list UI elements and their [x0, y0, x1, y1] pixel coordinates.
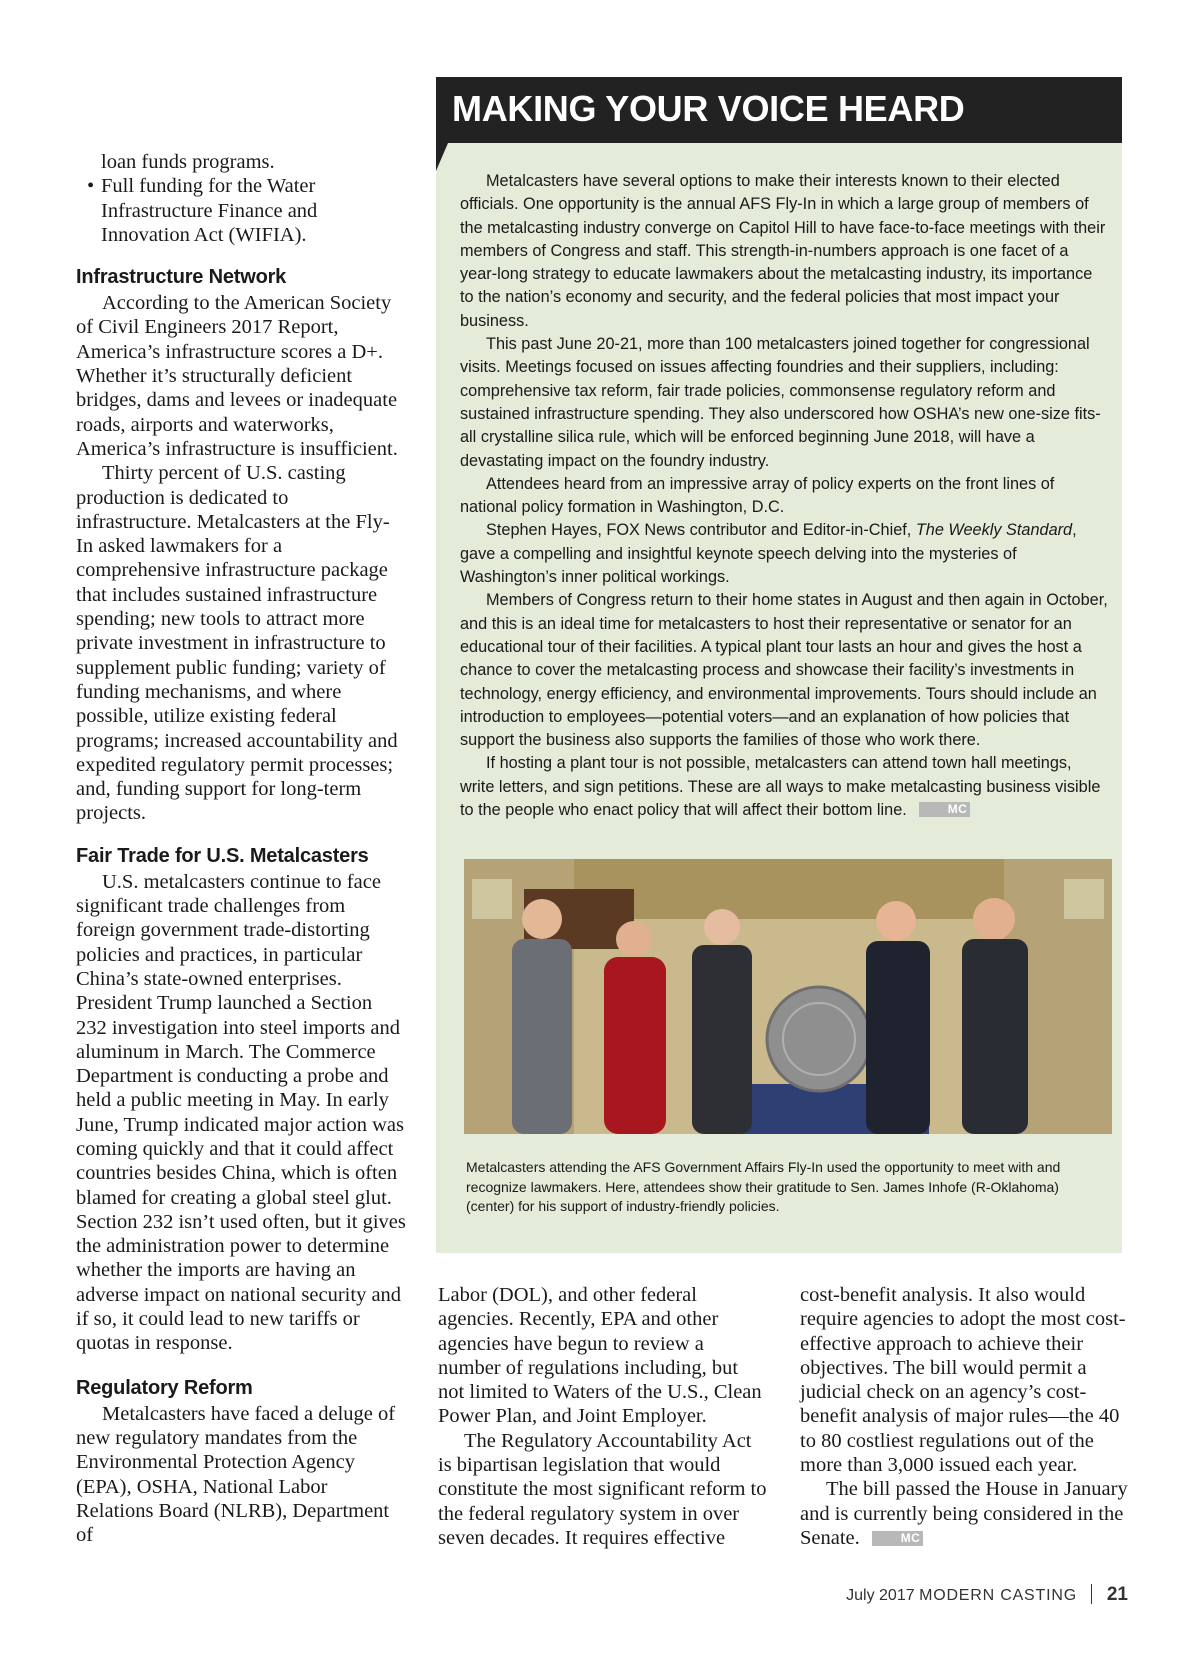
infrastructure-paragraph-1: According to the American Society of Civil Engineers 2017 Report, America’s infrastructure scores a D+. Whether it’s structurally deficient bridges, dams and levees or inadequate roads, airports and waterworks, America’s infrastructure is insufficient. [76, 292, 398, 460]
sidebar-paragraph-4 [460, 519, 1108, 589]
publication-name: MODERN CASTING [919, 1587, 1077, 1604]
publication-title: The Weekly Standard [915, 521, 1073, 540]
page-footer [828, 1582, 1128, 1608]
group-photo [464, 859, 1112, 1134]
issue-date: July 2017 [846, 1587, 915, 1604]
middle-paragraph-1: Labor (DOL), and other federal agencies. Recently, EPA and other agencies have begun to review a number of regulations including, but not limited to Waters of the U.S., Clean Power Plan, and Joint Employer. [438, 1284, 762, 1428]
regulatory-heading: Regulatory Reform [76, 1376, 253, 1399]
sidebar-box [436, 77, 1122, 1253]
middle-paragraph-2: The Regulatory Accountability Act is bipartisan legislation that would constitute the most significant reform to the federal regulatory system in over seven decades. It requires effective [438, 1429, 767, 1549]
mc-end-badge: MC [919, 802, 970, 817]
regulatory-paragraph: Metalcasters have faced a deluge of new regulatory mandates from the Environmental Protection Agency (EPA), OSHA, National Labor Relations Board (NLRB), Department of [76, 1402, 396, 1547]
bullet-text: Full funding for the Water Infrastructure Finance and Innovation Act (WIFIA). [101, 175, 318, 246]
photo-caption: Metalcasters attending the AFS Government Affairs Fly-In used the opportunity to meet with and recognize lawmakers. Here, attendees show their gratitude to Sen. James Inhofe (R-Oklahoma) (center) for his support of industry-friendly policies. [466, 1159, 1061, 1214]
middle-column [438, 1283, 768, 1550]
sidebar-paragraph-5: Members of Congress return to their home states in August and then again in October, and this is an ideal time for metalcasters to host their representative or senator for an educational tour of their facilities. A typical plant tour lasts an hour and gives the host a chance to cover the metalcasting process and showcase their facility’s investments in technology, energy efficiency, and environmental improvements. Tours should include an introduction to employees—potential voters—and an explanation of how policies that support the business also supports the families of those who work there. [460, 591, 1108, 750]
infrastructure-paragraph-2: Thirty percent of U.S. casting production is dedicated to infrastructure. Metalcasters at the Fly-In asked lawmakers for a comprehensive infrastructure package that includes sustained infrastructure spending; new tools to attract more private investment in infrastructure to supplement public funding; variety of funding mechanisms, and where possible, utilize existing federal programs; increased accountability and expedited regulatory permit processes; and, funding support for long-term projects. [76, 462, 398, 825]
keynote-text-a: Stephen Hayes, FOX News contributor and Editor-in-Chief, [486, 521, 916, 540]
right-paragraph-2 [800, 1477, 1130, 1550]
sidebar-paragraph-1: Metalcasters have several options to make their interests known to their elected officials. One opportunity is the annual AFS Fly-In in which a large group of members of the metalcasting industry converge on Capitol Hill to have face-to-face meetings with their members of Congress and staff. This strength-in-numbers approach is one facet of a year-long strategy to educate lawmakers about the metalcasting industry, its importance to the nation’s economy and security, and the federal policies that most impact your business. [460, 172, 1106, 330]
sidebar-closing-text: If hosting a plant tour is not possible, metalcasters can attend town hall meetings, write letters, and sign petitions. These are all ways to make metalcasting business visible to the people who enact policy that will affect their bottom line. [460, 754, 1101, 820]
bullet-item [76, 174, 406, 247]
bullet-mark: • [87, 175, 95, 198]
mc-end-badge-2: MC [872, 1531, 923, 1546]
right-closing-text: The bill passed the House in January and is currently being considered in the Senate. [800, 1478, 1128, 1549]
sidebar-title: MAKING YOUR VOICE HEARD [452, 88, 965, 129]
sidebar-paragraph-6 [460, 752, 1108, 822]
sidebar-paragraph-2: This past June 20-21, more than 100 metalcasters joined together for congressional visits. Meetings focused on issues affecting foundries and their suppliers, including: comprehensive tax reform, fair trade policies, commonsense regulatory reform and sustained infrastructure spending. They also underscored how OSHA’s new one-size fits-all crystalline silica rule, which will be enforced beginning June 2018, will have a devastating impact on the foundry industry. [460, 335, 1101, 470]
page-number: 21 [1106, 1584, 1128, 1605]
footer-divider [1091, 1584, 1092, 1604]
keynote-text-b: , gave a compelling and insightful keynote speech delving into the mysteries of Washington’s inner political workings. [460, 521, 1077, 587]
infrastructure-heading: Infrastructure Network [76, 266, 287, 289]
header-tab-decoration [436, 143, 448, 171]
right-paragraph-1: cost-benefit analysis. It also would require agencies to adopt the most cost-effective approach to achieve their objectives. The bill would permit a judicial check on an agency’s cost-benefit analysis of major rules—the 40 to 80 costliest regulations out of the more than 3,000 issued each year. [800, 1284, 1126, 1477]
sidebar-body [460, 170, 1108, 822]
intro-continuation: loan funds programs. [101, 151, 275, 173]
right-column [800, 1283, 1130, 1550]
sidebar-header [436, 77, 1122, 143]
left-column [76, 150, 406, 1547]
fair-trade-heading: Fair Trade for U.S. Metalcasters [76, 844, 369, 867]
fair-trade-paragraph: U.S. metalcasters continue to face significant trade challenges from foreign government trade-distorting policies and practices, in particular China’s state-owned enterprises. President Trump launched a Section 232 investigation into steel imports and aluminum in March. The Commerce Department is conducting a probe and held a public meeting in May. In early June, Trump indicated major action was coming quickly and that it could affect countries besides China, which is often blamed for creating a global steel glut. Section 232 isn’t used often, but it gives the administration power to determine whether the imports are having an adverse impact on national security and if so, it could lead to new tariffs or quotas in response. [76, 870, 406, 1355]
sidebar-paragraph-3: Attendees heard from an impressive array of policy experts on the front lines of national policy formation in Washington, D.C. [460, 474, 1055, 517]
